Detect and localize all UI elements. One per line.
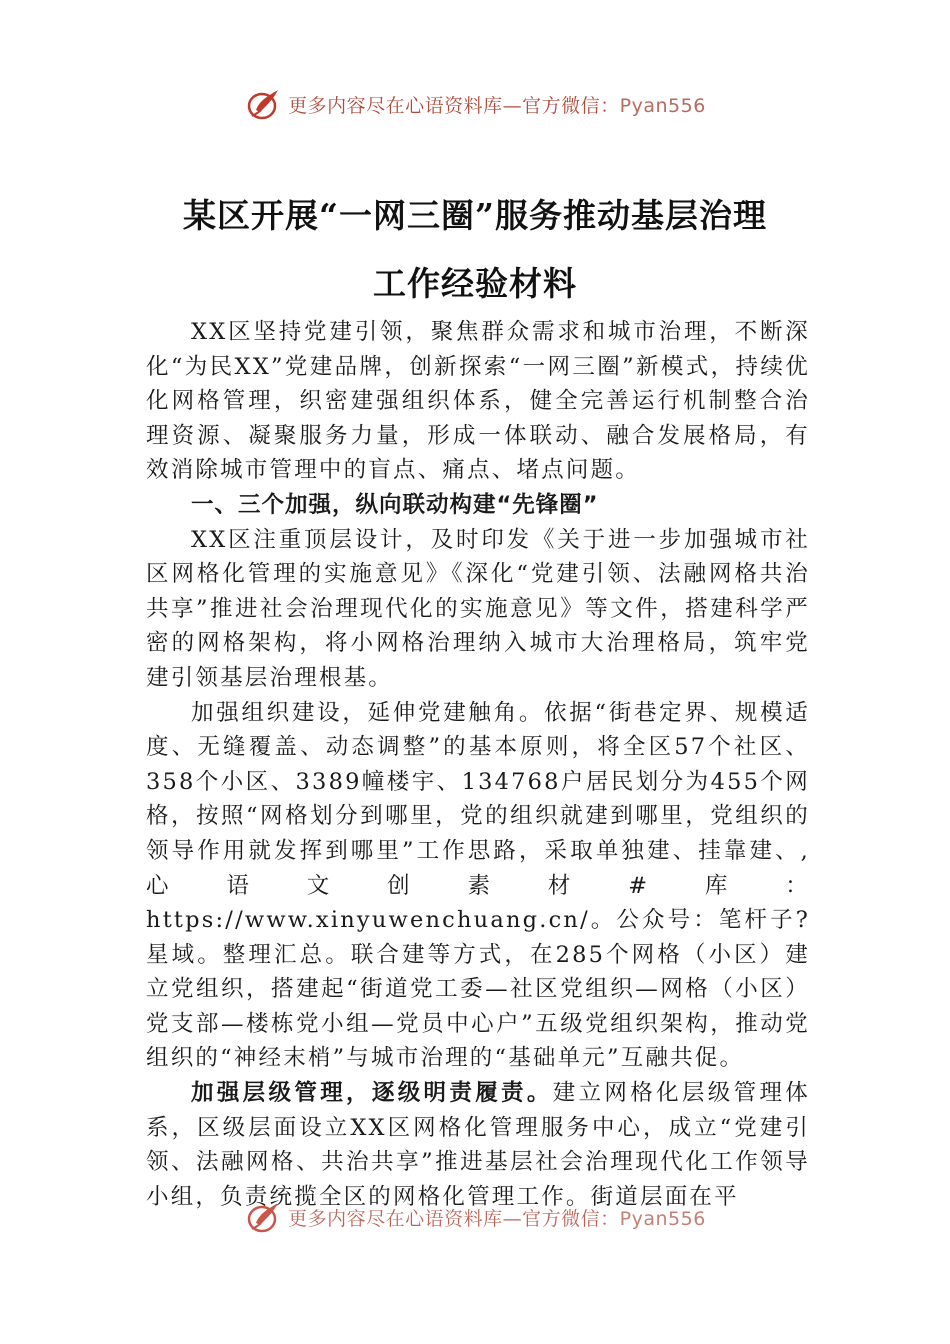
brush-logo-icon bbox=[244, 1204, 284, 1235]
watermark-wechat-id-footer: Pyan556 bbox=[619, 1207, 706, 1230]
document-body bbox=[146, 315, 810, 1214]
paragraph-3-text: 建立网格化层级管理体系，区级层面设立XX区网格化管理服务中心，成立“党建引领、法融网格、共治共享”推进基层社会治理现代化工作领导小组，负责统揽全区的网格化管理工作。街道层面在平 bbox=[146, 1080, 810, 1210]
document-title-line1: 某区开展“一网三圈”服务推动基层治理 bbox=[183, 196, 767, 235]
watermark-cn: 更多内容尽在心语资料库—官方微信： bbox=[288, 94, 620, 117]
watermark-cn-footer: 更多内容尽在心语资料库—官方微信： bbox=[288, 1207, 620, 1230]
paragraph-1: XX区注重顶层设计，及时印发《关于进一步加强城市社区网格化管理的实施意见》《深化“党建引领、法融网格共治共享”推进社会治理现代化的实施意见》等文件，搭建科学严密的网格架构，将小网格治理纳入城市大治理格局，筑牢党建引领基层治理根基。 bbox=[146, 526, 810, 691]
paragraph-3-lead: 加强层级管理，逐级明责履责。 bbox=[191, 1080, 553, 1107]
brush-logo-icon bbox=[244, 86, 284, 122]
section-heading-1: 一、三个加强，纵向联动构建“先锋圈” bbox=[191, 491, 599, 518]
watermark-text-footer bbox=[288, 1204, 706, 1231]
watermark-header bbox=[0, 84, 950, 124]
intro-paragraph: XX区坚持党建引领，聚焦群众需求和城市治理，不断深化“为民XX”党建品牌，创新探索“一网三圈”新模式，持续优化网格管理，织密建强组织体系，健全完善运行机制整合治理资源、凝聚服务力量，形成一体联动、融合发展格局，有效消除城市管理中的盲点、痛点、堵点问题。 bbox=[146, 319, 810, 484]
watermark-text bbox=[288, 91, 706, 118]
paragraph-2: 加强组织建设，延伸党建触角。依据“街巷定界、规模适度、无缝覆盖、动态调整”的基本原则，将全区57个社区、358个小区、3389幢楼宇、134768户居民划分为455个网格，按照“网格划分到哪里，党的组织就建到哪里，党组织的领导作用就发挥到哪里”工作思路，采取单独建、挂靠建、,心语文创素材#库：https://www.xinyuwenchuang.cn/。公众号：笔杆子?星域。整理汇总。联合建等方式，在285个网格（小区）建立党组织，搭建起“街道党工委—社区党组织—网格（小区）党支部—楼栋党小组—党员中心户”五级党组织架构，推动党组织的“神经末梢”与城市治理的“基础单元”互融共促。 bbox=[146, 699, 810, 1072]
watermark-footer bbox=[0, 1204, 950, 1238]
watermark-wechat-id: Pyan556 bbox=[619, 94, 706, 117]
document-title-line2: 工作经验材料 bbox=[373, 264, 577, 303]
paragraph-3 bbox=[146, 1076, 810, 1214]
